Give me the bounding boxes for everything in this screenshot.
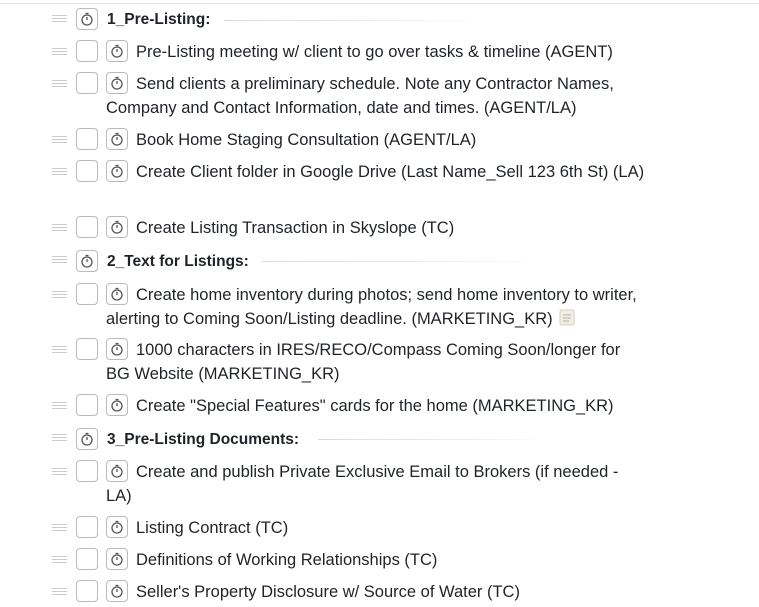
task-label[interactable]: Definitions of Working Relationships (TC) (136, 551, 438, 569)
task-checkbox[interactable] (76, 283, 98, 305)
task-label[interactable]: Send clients a preliminary schedule. Note any Contractor Names, Company and Contact Information, date and times. (AGENT/LA) (106, 75, 614, 117)
section-title: 1_Pre-Listing: (107, 11, 211, 28)
stopwatch-icon[interactable] (76, 8, 98, 30)
drag-handle-icon[interactable] (52, 136, 67, 143)
task-text-container[interactable] (106, 338, 646, 386)
task-text-container[interactable] (106, 516, 646, 540)
task-checkbox[interactable] (76, 40, 98, 62)
task-label[interactable]: Book Home Staging Consultation (AGENT/LA) (136, 131, 477, 149)
task-row (0, 338, 759, 386)
task-label[interactable]: 1000 characters in IRES/RECO/Compass Coming Soon/longer for BG Website (MARKETING_KR) (106, 341, 621, 383)
task-label[interactable]: Seller's Property Disclosure w/ Source of Water (TC) (136, 583, 520, 601)
stopwatch-icon[interactable] (76, 250, 98, 272)
task-checkbox[interactable] (76, 548, 98, 570)
task-text-container[interactable] (106, 460, 646, 508)
task-label[interactable]: Create Client folder in Google Drive (Last Name_Sell 123 6th St) (LA) (136, 163, 645, 181)
task-row (0, 160, 759, 208)
task-text-container[interactable] (106, 394, 646, 418)
task-checkbox[interactable] (76, 516, 98, 538)
task-checkbox[interactable] (76, 580, 98, 602)
drag-handle-icon[interactable] (52, 588, 67, 595)
task-row (0, 460, 759, 508)
task-text-container[interactable] (106, 283, 646, 333)
task-row (0, 548, 759, 572)
task-text-container[interactable] (106, 160, 646, 184)
drag-handle-icon[interactable] (52, 402, 67, 409)
drag-handle-icon[interactable] (52, 468, 67, 475)
task-row (0, 394, 759, 418)
section-divider (224, 20, 484, 21)
drag-handle-icon[interactable] (52, 291, 67, 298)
task-text-container[interactable] (106, 128, 646, 152)
drag-handle-icon[interactable] (52, 346, 67, 353)
section-divider (318, 439, 548, 440)
task-text-container[interactable] (106, 72, 646, 120)
task-row (0, 580, 759, 604)
task-row (0, 40, 759, 64)
drag-handle-icon[interactable] (52, 15, 67, 22)
drag-handle-icon[interactable] (52, 256, 67, 263)
task-row (0, 128, 759, 152)
task-row (0, 516, 759, 540)
section-title: 2_Text for Listings: (107, 253, 249, 270)
drag-handle-icon[interactable] (52, 524, 67, 531)
task-checkbox[interactable] (76, 216, 98, 238)
stopwatch-icon[interactable] (76, 428, 98, 450)
task-label[interactable]: Create and publish Private Exclusive Email to Brokers (if needed - LA) (106, 463, 619, 505)
task-checkbox[interactable] (76, 394, 98, 416)
task-text-container[interactable] (106, 548, 646, 572)
task-label[interactable]: Create "Special Features" cards for the home (MARKETING_KR) (136, 397, 614, 415)
task-text-container[interactable] (106, 40, 646, 64)
task-label[interactable]: Pre-Listing meeting w/ client to go over tasks & timeline (AGENT) (136, 43, 613, 61)
drag-handle-icon[interactable] (52, 224, 67, 231)
task-checkbox[interactable] (76, 460, 98, 482)
top-divider (0, 3, 759, 4)
task-checkbox[interactable] (76, 338, 98, 360)
task-label[interactable]: Create Listing Transaction in Skyslope (TC) (136, 219, 455, 237)
task-text-container[interactable] (106, 580, 646, 604)
drag-handle-icon[interactable] (52, 48, 67, 55)
task-label[interactable]: Listing Contract (TC) (136, 519, 289, 537)
drag-handle-icon[interactable] (52, 168, 67, 175)
section-title: 3_Pre-Listing Documents: (107, 431, 300, 448)
task-label[interactable]: Create home inventory during photos; send home inventory to writer, alerting to Coming Soon/Listing deadline. (MARKETING_KR) (106, 286, 637, 328)
task-checkbox[interactable] (76, 128, 98, 150)
drag-handle-icon[interactable] (52, 80, 67, 87)
task-row (0, 283, 759, 331)
task-row (0, 216, 759, 240)
task-checkbox[interactable] (76, 72, 98, 94)
task-text-container[interactable] (106, 216, 646, 240)
section-header (0, 8, 759, 32)
section-divider (262, 261, 542, 262)
task-row (0, 72, 759, 120)
drag-handle-icon[interactable] (52, 434, 67, 441)
section-header (0, 250, 759, 274)
section-header (0, 428, 759, 452)
drag-handle-icon[interactable] (52, 556, 67, 563)
task-checkbox[interactable] (76, 160, 98, 182)
note-icon[interactable] (559, 309, 575, 333)
